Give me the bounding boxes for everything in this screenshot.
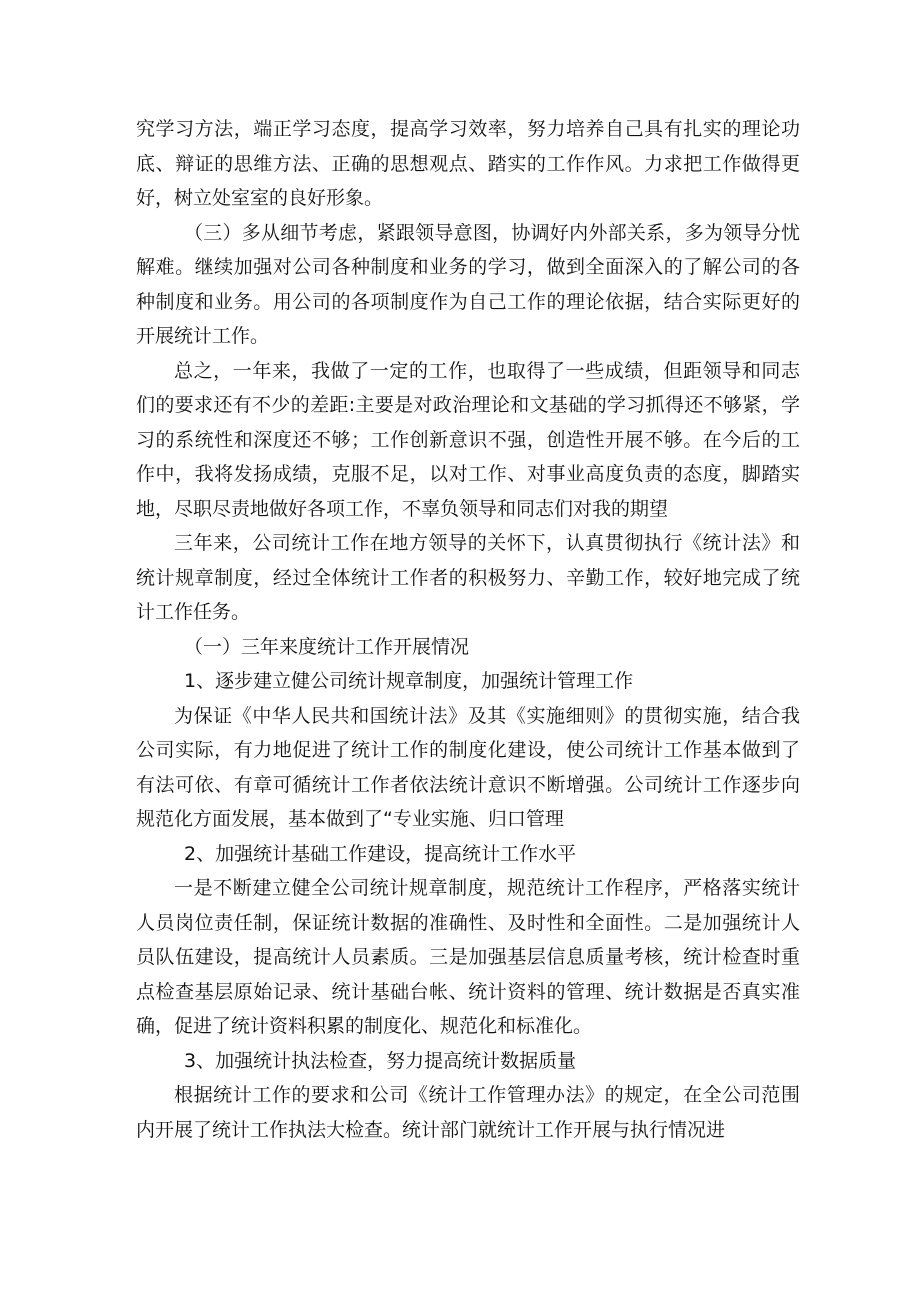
document-body xyxy=(136,112,800,1147)
section-heading-one: （一）三年来度统计工作开展情况 xyxy=(184,635,470,658)
paragraph-law-enforcement: 根据统计工作的要求和公司《统计工作管理办法》的规定，在全公司范围内开展了统计工作执法大检查。统计部门就统计工作开展与执行情况进 xyxy=(136,1084,800,1141)
paragraph-section-three: （三）多从细节考虑，紧跟领导意图，协调好内外部关系，多为领导分忧解难。继续加强对公司各种制度和业务的学习，做到全面深入的了解公司的各种制度和业务。用公司的各项制度作为自己工作的理论依据，结合实际更好的开展统计工作。 xyxy=(136,221,800,347)
paragraph-statistics-law: 为保证《中华人民共和国统计法》及其《实施细则》的贯彻实施，结合我公司实际，有力地促进了统计工作的制度化建设，使公司统计工作基本做到了有法可依、有章可循统计工作者依法统计意识不断增强。公司统计工作逐步向规范化方面发展，基本做到了“专业实施、归口管理 xyxy=(136,704,800,830)
paragraph-three-years-intro: 三年来，公司统计工作在地方领导的关怀下，认真贯彻执行《统计法》和统计规章制度，经过全体统计工作者的积极努力、辛勤工作，较好地完成了统计工作任务。 xyxy=(136,532,800,623)
paragraph-continuation: 究学习方法，端正学习态度，提高学习效率，努力培养自己具有扎实的理论功底、辩证的思维方法、正确的思想观点、踏实的工作作风。力求把工作做得更好，树立处室室的良好形象。 xyxy=(136,118,800,209)
subheading-1: 1、逐步建立健公司统计规章制度，加强统计管理工作 xyxy=(184,670,634,692)
paragraph-summary: 总之，一年来，我做了一定的工作，也取得了一些成绩，但距领导和同志们的要求还有不少的差距:主要是对政治理论和文基础的学习抓得还不够紧，学习的系统性和深度还不够；工作创新意识不强，创造性开展不够。在今后的工作中，我将发扬成绩，克服不足，以对工作、对事业高度负责的态度，脚踏实地，尽职尽责地做好各项工作，不辜负领导和同志们对我的期望 xyxy=(136,359,800,520)
subheading-2: 2、加强统计基础工作建设，提高统计工作水平 xyxy=(184,842,577,865)
paragraph-foundation-work: 一是不断建立健全公司统计规章制度，规范统计工作程序，严格落实统计人员岗位责任制，保证统计数据的准确性、及时性和全面性。二是加强统计人员队伍建设，提高统计人员素质。三是加强基层信息质量考核，统计检查时重点检查基层原始记录、统计基础台帐、统计资料的管理、统计数据是否真实准确，促进了统计资料积累的制度化、规范化和标准化。 xyxy=(136,877,800,1037)
subheading-3: 3、加强统计执法检查，努力提高统计数据质量 xyxy=(184,1049,577,1072)
